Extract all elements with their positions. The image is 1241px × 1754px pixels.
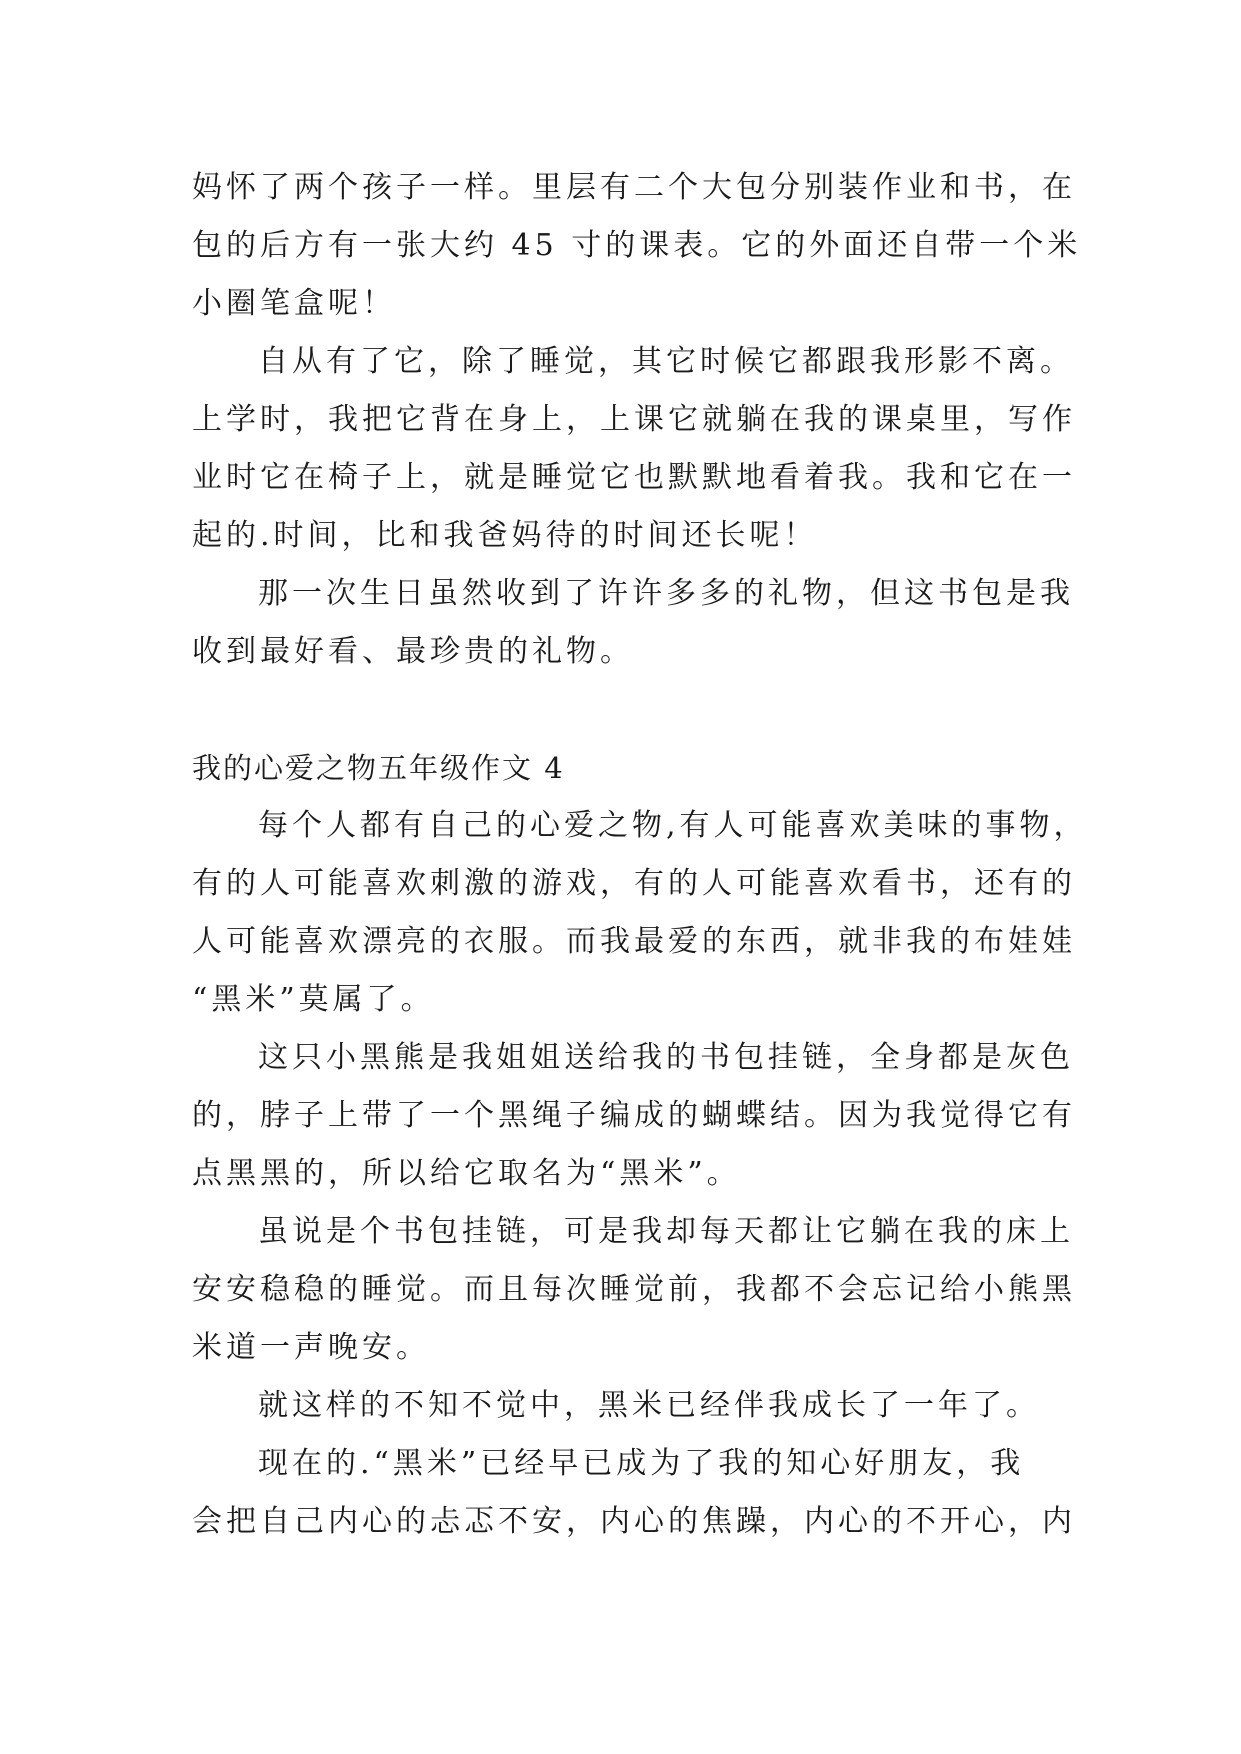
text-line: 有的人可能喜欢刺激的游戏，有的人可能喜欢看书，还有的 <box>192 866 1076 901</box>
text-line: 的，脖子上带了一个黑绳子编成的蝴蝶结。因为我觉得它有 <box>192 1098 1076 1133</box>
paragraph-first-line: 就这样的不知不觉中，黑米已经伴我成长了一年了。 <box>258 1388 1040 1423</box>
text-line: 人可能喜欢漂亮的衣服。而我最爱的东西，就非我的布娃娃 <box>192 924 1076 959</box>
section-heading: 我的心爱之物五年级作文 4 <box>192 751 565 785</box>
text-line: 包的后方有一张大约 45 寸的课表。它的外面还自带一个米 <box>192 228 1082 263</box>
text-line: “黑米”莫属了。 <box>192 982 435 1017</box>
text-line: 小圈笔盒呢！ <box>192 286 396 321</box>
text-line: 点黑黑的，所以给它取名为“黑米”。 <box>192 1156 741 1191</box>
text-line: 收到最好看、最珍贵的礼物。 <box>192 634 634 669</box>
paragraph-first-line: 那一次生日虽然收到了许许多多的礼物，但这书包是我 <box>258 576 1074 611</box>
text-line: 业时它在椅子上，就是睡觉它也默默地看着我。我和它在一 <box>192 460 1076 495</box>
text-line: 安安稳稳的睡觉。而且每次睡觉前，我都不会忘记给小熊黑 <box>192 1272 1076 1307</box>
paragraph-first-line: 自从有了它，除了睡觉，其它时候它都跟我形影不离。 <box>258 344 1074 379</box>
text-line: 上学时，我把它背在身上，上课它就躺在我的课桌里，写作 <box>192 402 1076 437</box>
paragraph-first-line: 虽说是个书包挂链，可是我却每天都让它躺在我的床上 <box>258 1214 1074 1249</box>
text-line: 妈怀了两个孩子一样。里层有二个大包分别装作业和书，在 <box>192 170 1076 205</box>
paragraph-first-line: 现在的.“黑米”已经早已成为了我的知心好朋友，我 <box>258 1446 1025 1481</box>
paragraph-first-line: 每个人都有自己的心爱之物,有人可能喜欢美味的事物， <box>258 808 1088 843</box>
text-line: 会把自己内心的忐忑不安，内心的焦躁，内心的不开心，内 <box>192 1504 1076 1539</box>
paragraph-first-line: 这只小黑熊是我姐姐送给我的书包挂链，全身都是灰色 <box>258 1040 1074 1075</box>
text-line: 起的.时间，比和我爸妈待的时间还长呢！ <box>192 518 818 553</box>
text-line: 米道一声晚安。 <box>192 1330 430 1365</box>
